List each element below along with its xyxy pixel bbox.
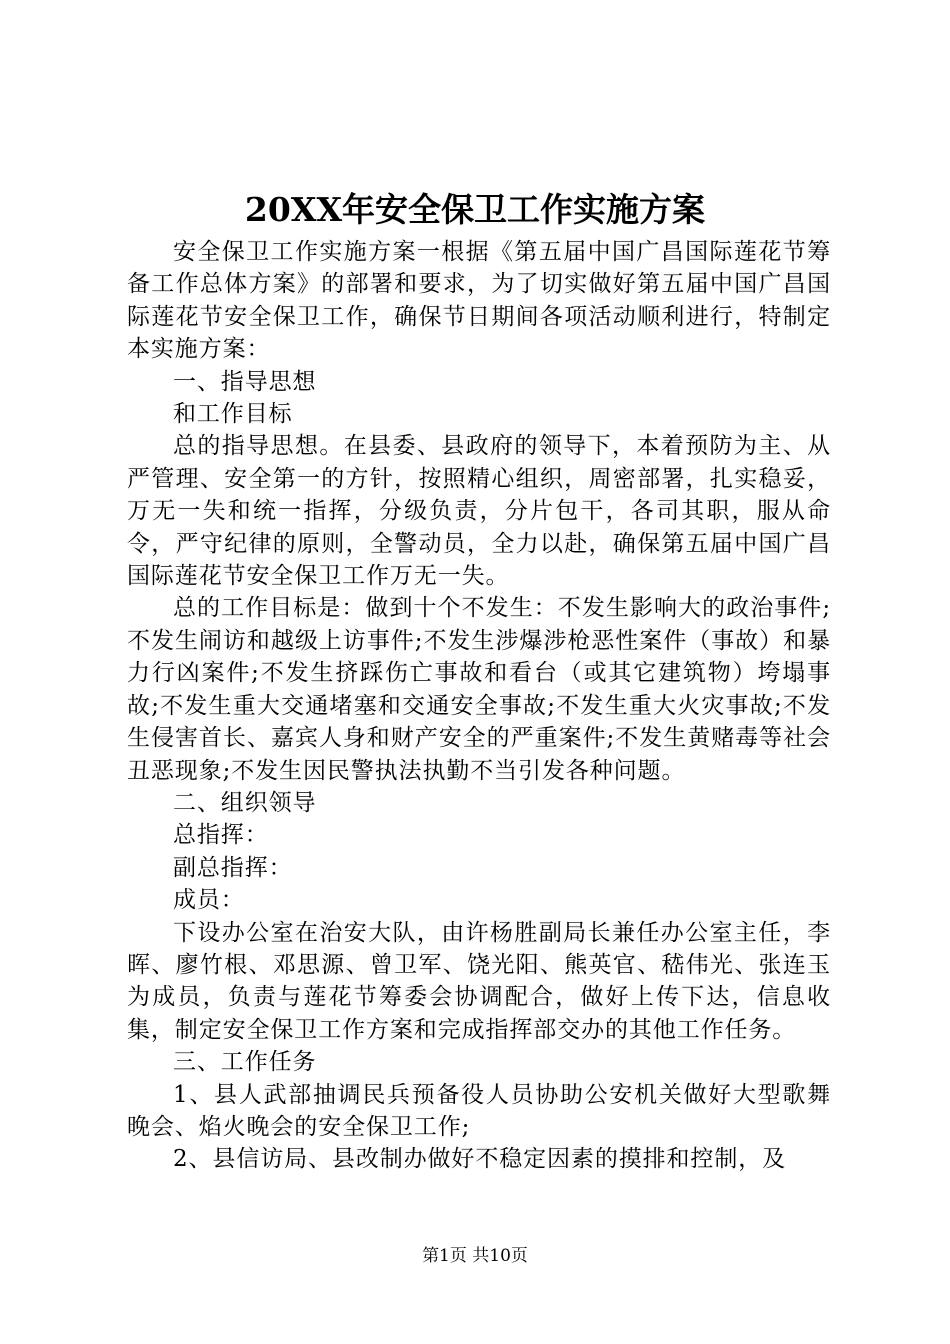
- section-heading-2: 二、组织领导: [173, 789, 317, 816]
- section-heading-1-continued: 和工作目标: [173, 401, 293, 428]
- task-item-1: 1、县人武部抽调民兵预备役人员协助公安机关做好大型歌舞晚会、焰火晚会的安全保卫工作;: [127, 1081, 831, 1140]
- task-item-2: 2、县信访局、县改制办做好不稳定因素的摸排和控制，及: [173, 1146, 787, 1173]
- paragraph-guiding-thought: 总的指导思想。在县委、县政府的领导下，本着预防为主、从严管理、安全第一的方针，按照精心组织，周密部署，扎实稳妥，万无一失和统一指挥，分级负责，分片包干，各司其职，服从命令，严守纪律的原则，全警动员，全力以赴，确保第五届中国广昌国际莲花节安全保卫工作万无一失。: [127, 433, 831, 590]
- document-body: [127, 236, 831, 1176]
- paragraph-office: 下设办公室在治安大队，由许杨胜副局长兼任办公室主任，李晖、廖竹根、邓思源、曾卫军、饶光阳、熊英官、嵇伟光、张连玉为成员，负责与莲花节筹委会协调配合，做好上传下达，信息收集，制定安全保卫工作方案和完成指挥部交办的其他工作任务。: [127, 919, 831, 1043]
- section-heading-3: 三、工作任务: [173, 1049, 317, 1076]
- paragraph-work-goals: 总的工作目标是：做到十个不发生：不发生影响大的政治事件;不发生闹访和越级上访事件;不发生涉爆涉枪恶性案件（事故）和暴力行凶案件;不发生挤踩伤亡事故和看台（或其它建筑物）垮塌事故;不发生重大交通堵塞和交通安全事故;不发生重大火灾事故;不发生侵害首长、嘉宾人身和财产安全的严重案件;不发生黄赌毒等社会丑恶现象;不发生因民警执法执勤不当引发各种问题。: [127, 595, 831, 784]
- label-deputy-commander: 副总指挥：: [173, 854, 293, 881]
- paragraph-intro: 安全保卫工作实施方案一根据《第五届中国广昌国际莲花节筹备工作总体方案》的部署和要求，为了切实做好第五届中国广昌国际莲花节安全保卫工作，确保节日期间各项活动顺利进行，特制定本实施方案：: [127, 239, 831, 363]
- label-commander: 总指挥：: [173, 822, 269, 849]
- label-members: 成员：: [173, 887, 245, 914]
- section-heading-1: 一、指导思想: [173, 368, 317, 395]
- document-title: 20XX年安全保卫工作实施方案: [244, 190, 706, 229]
- page-footer: 第1页 共10页: [422, 1246, 528, 1266]
